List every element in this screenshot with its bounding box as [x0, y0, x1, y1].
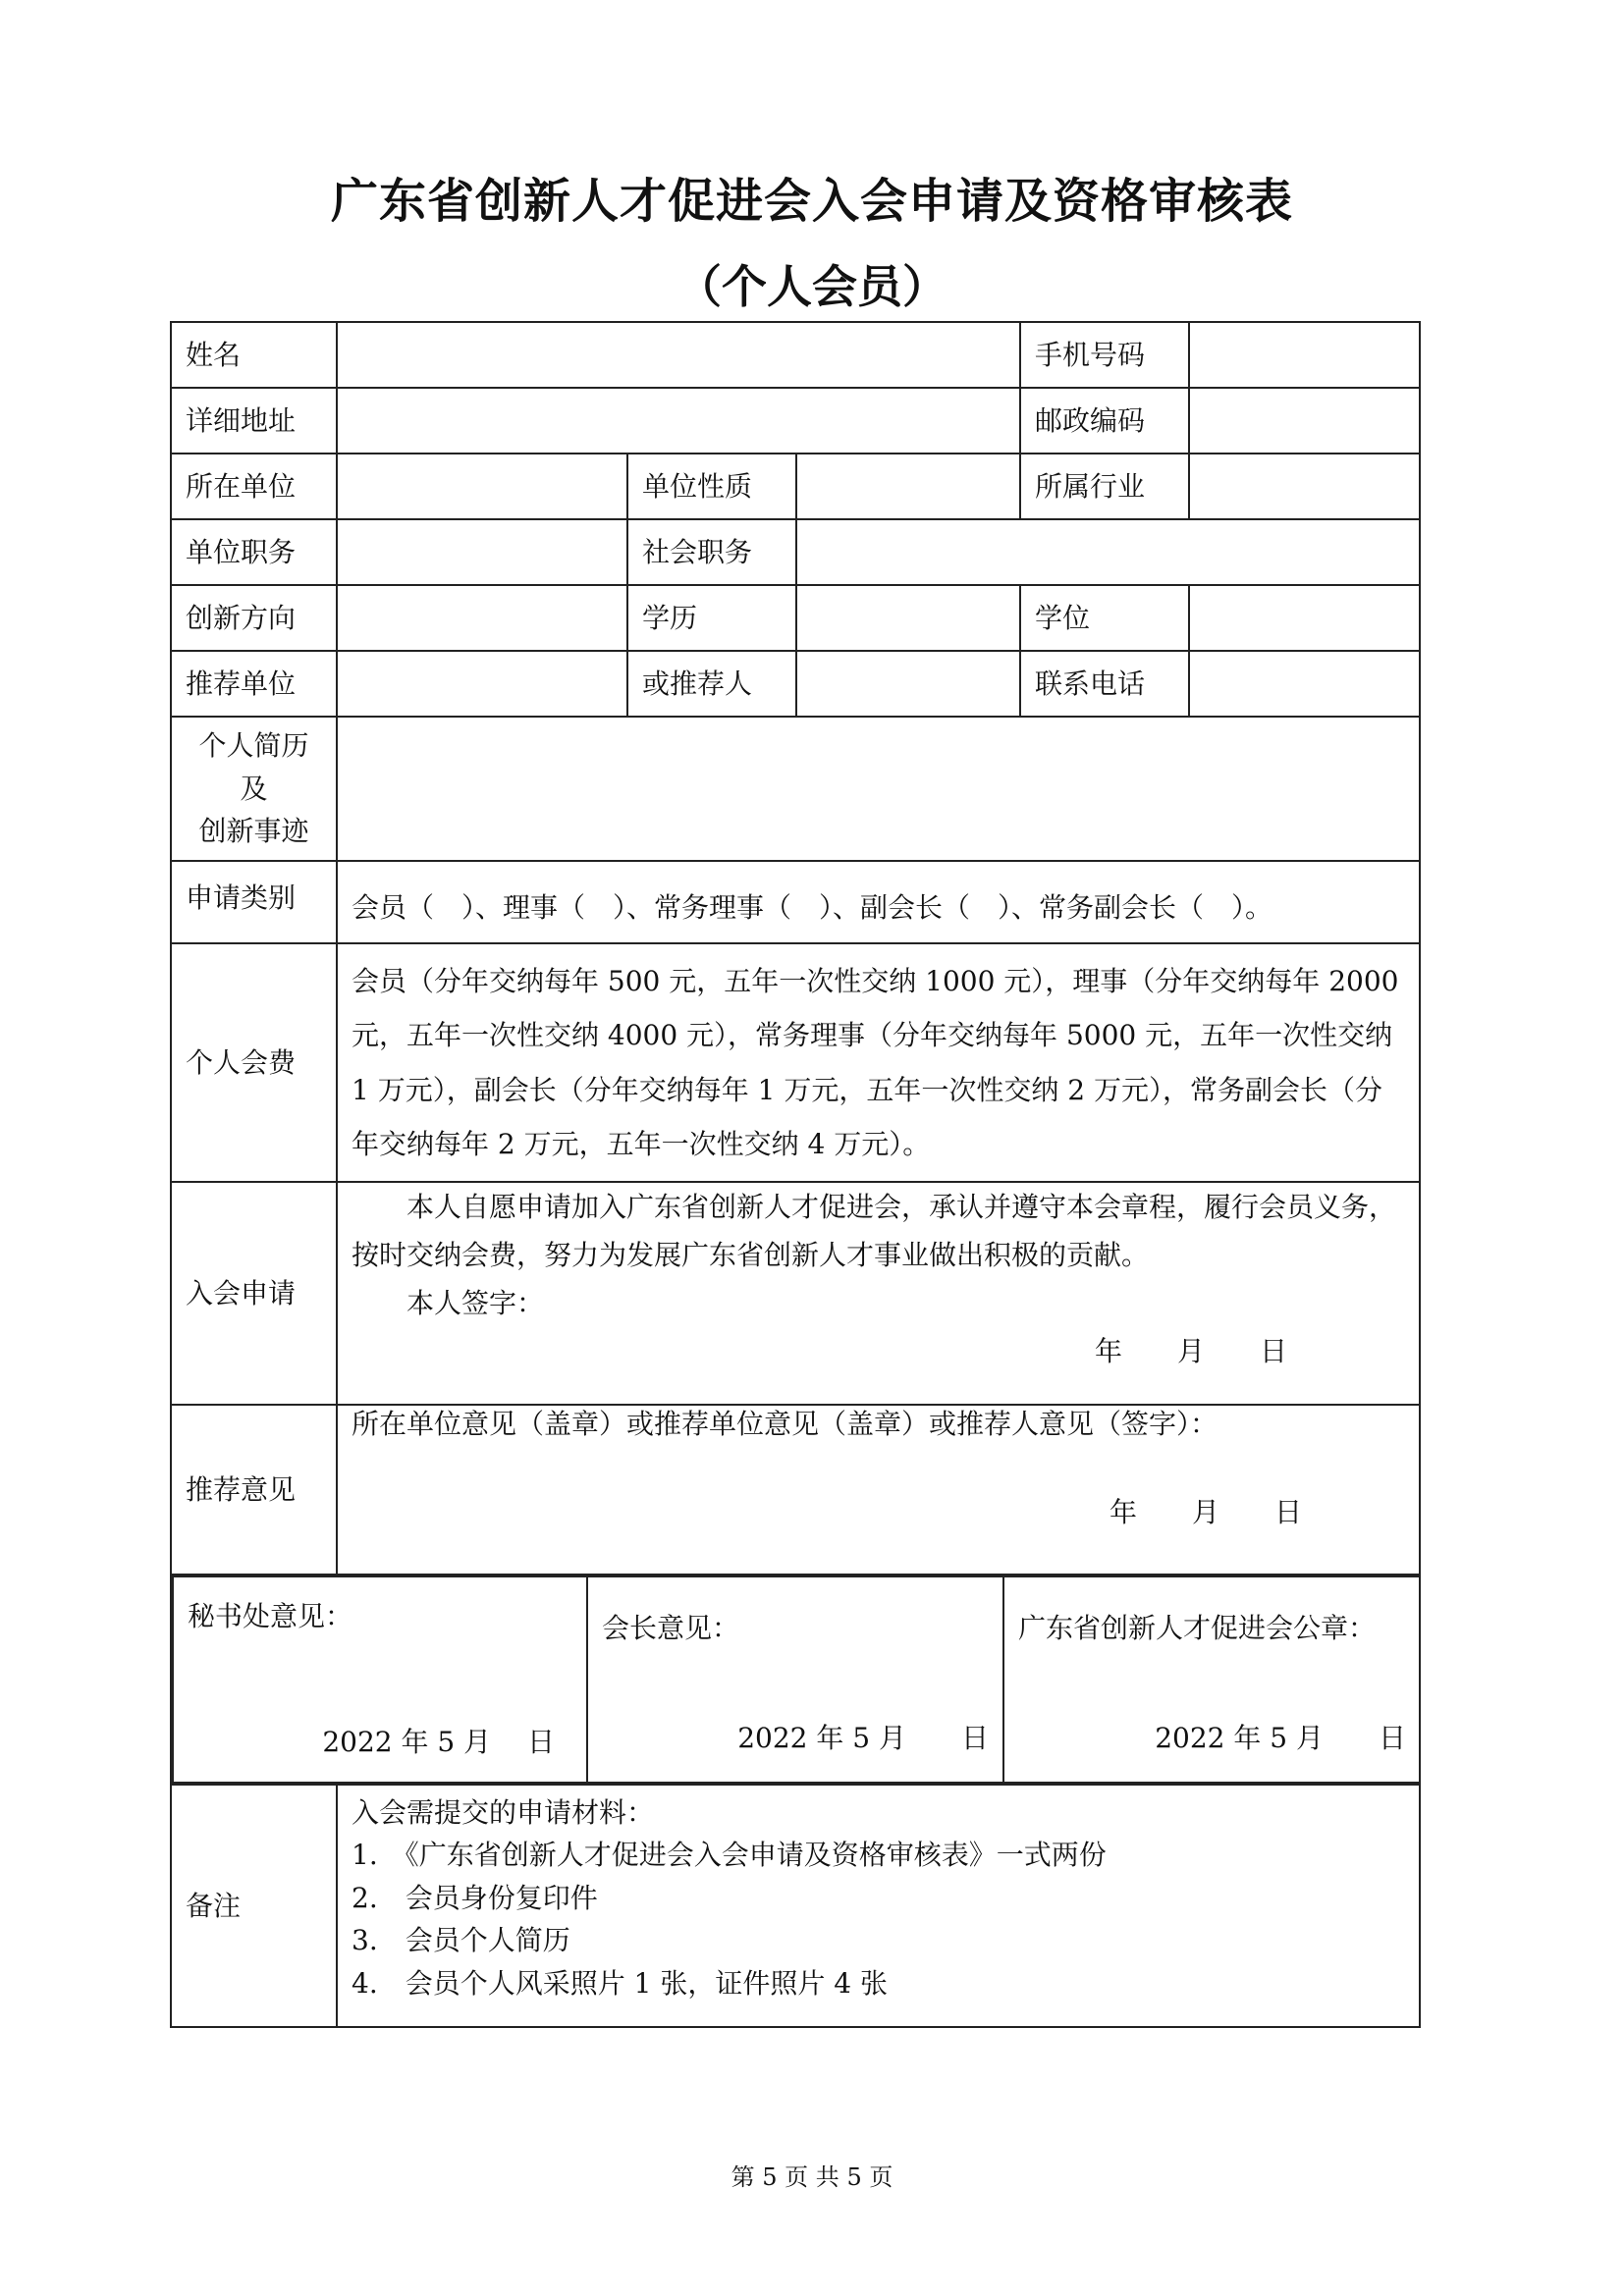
seal-label: 广东省创新人才促进会公章： [1018, 1612, 1377, 1645]
resume-label-line1: 个人简历 [198, 729, 309, 763]
president-opinion[interactable] [587, 1576, 1003, 1783]
recommend-label: 推荐意见 [171, 1405, 337, 1575]
approvals-table [172, 1575, 1420, 1784]
secretariat-date: 2022 年 5 月 日 [322, 1726, 555, 1758]
join-date: 年 月 日 [1094, 1335, 1287, 1367]
page-footer: 第 5 页 共 5 页 [731, 2163, 893, 2191]
notes-item: 1. 《广东省创新人才促进会入会申请及资格审核表》一式两份 [352, 1839, 1107, 1872]
resume-label-line3: 创新事迹 [198, 815, 309, 848]
address-label: 详细地址 [171, 388, 337, 454]
fee-label: 个人会费 [171, 943, 337, 1182]
apply-type-options[interactable]: 会员（ ）、理事（ ）、常务理事（ ）、副会长（ ）、常务副会长（ ）。 [337, 861, 1420, 943]
notes-item: 4. 会员个人风采照片 1 张，证件照片 4 张 [352, 1966, 888, 2000]
recommend-block [337, 1405, 1420, 1575]
join-label: 入会申请 [171, 1182, 337, 1405]
employer-label: 所在单位 [171, 454, 337, 519]
postcode-field[interactable] [1189, 388, 1420, 454]
notes-heading: 入会需提交的申请材料： [352, 1796, 655, 1829]
contact-phone-label: 联系电话 [1020, 651, 1189, 717]
approvals-row [171, 1575, 1420, 1785]
notes-item: 2. 会员身份复印件 [352, 1881, 598, 1914]
secretariat-label: 秘书处意见： [188, 1600, 353, 1633]
join-signature[interactable]: 本人签字： [406, 1287, 545, 1319]
recommend-date: 年 月 日 [1109, 1495, 1302, 1528]
recommend-person-field[interactable] [796, 651, 1020, 717]
employer-type-field[interactable] [796, 454, 1020, 519]
social-title-label: 社会职务 [627, 519, 796, 585]
recommend-person-label: 或推荐人 [627, 651, 796, 717]
seal-date: 2022 年 5 月 日 [1155, 1722, 1406, 1754]
address-field[interactable] [337, 388, 1020, 454]
form-subtitle: （个人会员） [677, 260, 947, 313]
join-block [337, 1182, 1420, 1405]
form-title: 广东省创新人才促进会入会申请及资格审核表 [330, 174, 1293, 229]
phone-label: 手机号码 [1020, 322, 1189, 388]
notes-block [337, 1785, 1420, 2027]
application-form [170, 321, 1421, 2028]
job-title-label: 单位职务 [171, 519, 337, 585]
recommend-text: 所在单位意见（盖章）或推荐单位意见（盖章）或推荐人意见（签字）： [352, 1408, 1218, 1440]
notes-label: 备注 [171, 1785, 337, 2027]
recommend-unit-label: 推荐单位 [171, 651, 337, 717]
degree-field[interactable] [1189, 585, 1420, 651]
president-date: 2022 年 5 月 日 [737, 1722, 989, 1754]
industry-field[interactable] [1189, 454, 1420, 519]
resume-field[interactable] [337, 717, 1420, 861]
industry-label: 所属行业 [1020, 454, 1189, 519]
degree-label: 学位 [1020, 585, 1189, 651]
employer-type-label: 单位性质 [627, 454, 796, 519]
resume-label-line2: 及 [240, 772, 268, 805]
secretariat-opinion[interactable] [173, 1576, 587, 1783]
apply-type-label: 申请类别 [171, 861, 337, 943]
education-field[interactable] [796, 585, 1020, 651]
education-label: 学历 [627, 585, 796, 651]
postcode-label: 邮政编码 [1020, 388, 1189, 454]
president-label: 会长意见： [602, 1612, 740, 1645]
name-label: 姓名 [171, 322, 337, 388]
innovation-field[interactable] [337, 585, 627, 651]
innovation-label: 创新方向 [171, 585, 337, 651]
social-title-field[interactable] [796, 519, 1420, 585]
resume-label [171, 717, 337, 861]
seal-area[interactable] [1003, 1576, 1420, 1783]
recommend-unit-field[interactable] [337, 651, 627, 717]
join-text: 本人自愿申请加入广东省创新人才促进会，承认并遵守本会章程，履行会员义务，按时交纳会费，努力为发展广东省创新人才事业做出积极的贡献。 [352, 1191, 1397, 1271]
job-title-field[interactable] [337, 519, 627, 585]
notes-item: 3. 会员个人简历 [352, 1924, 570, 1957]
phone-field[interactable] [1189, 322, 1420, 388]
name-field[interactable] [337, 322, 1020, 388]
contact-phone-field[interactable] [1189, 651, 1420, 717]
fee-text: 会员（分年交纳每年 500 元，五年一次性交纳 1000 元），理事（分年交纳每年 2000 元，五年一次性交纳 4000 元），常务理事（分年交纳每年 5000 元，五年一次性交纳 1 万元），副会长（分年交纳每年 1 万元，五年一次性交纳 2 万元），常务副会长（分年交纳每年 2 万元，五年一次性交纳 4 万元）。 [337, 943, 1420, 1182]
employer-field[interactable] [337, 454, 627, 519]
